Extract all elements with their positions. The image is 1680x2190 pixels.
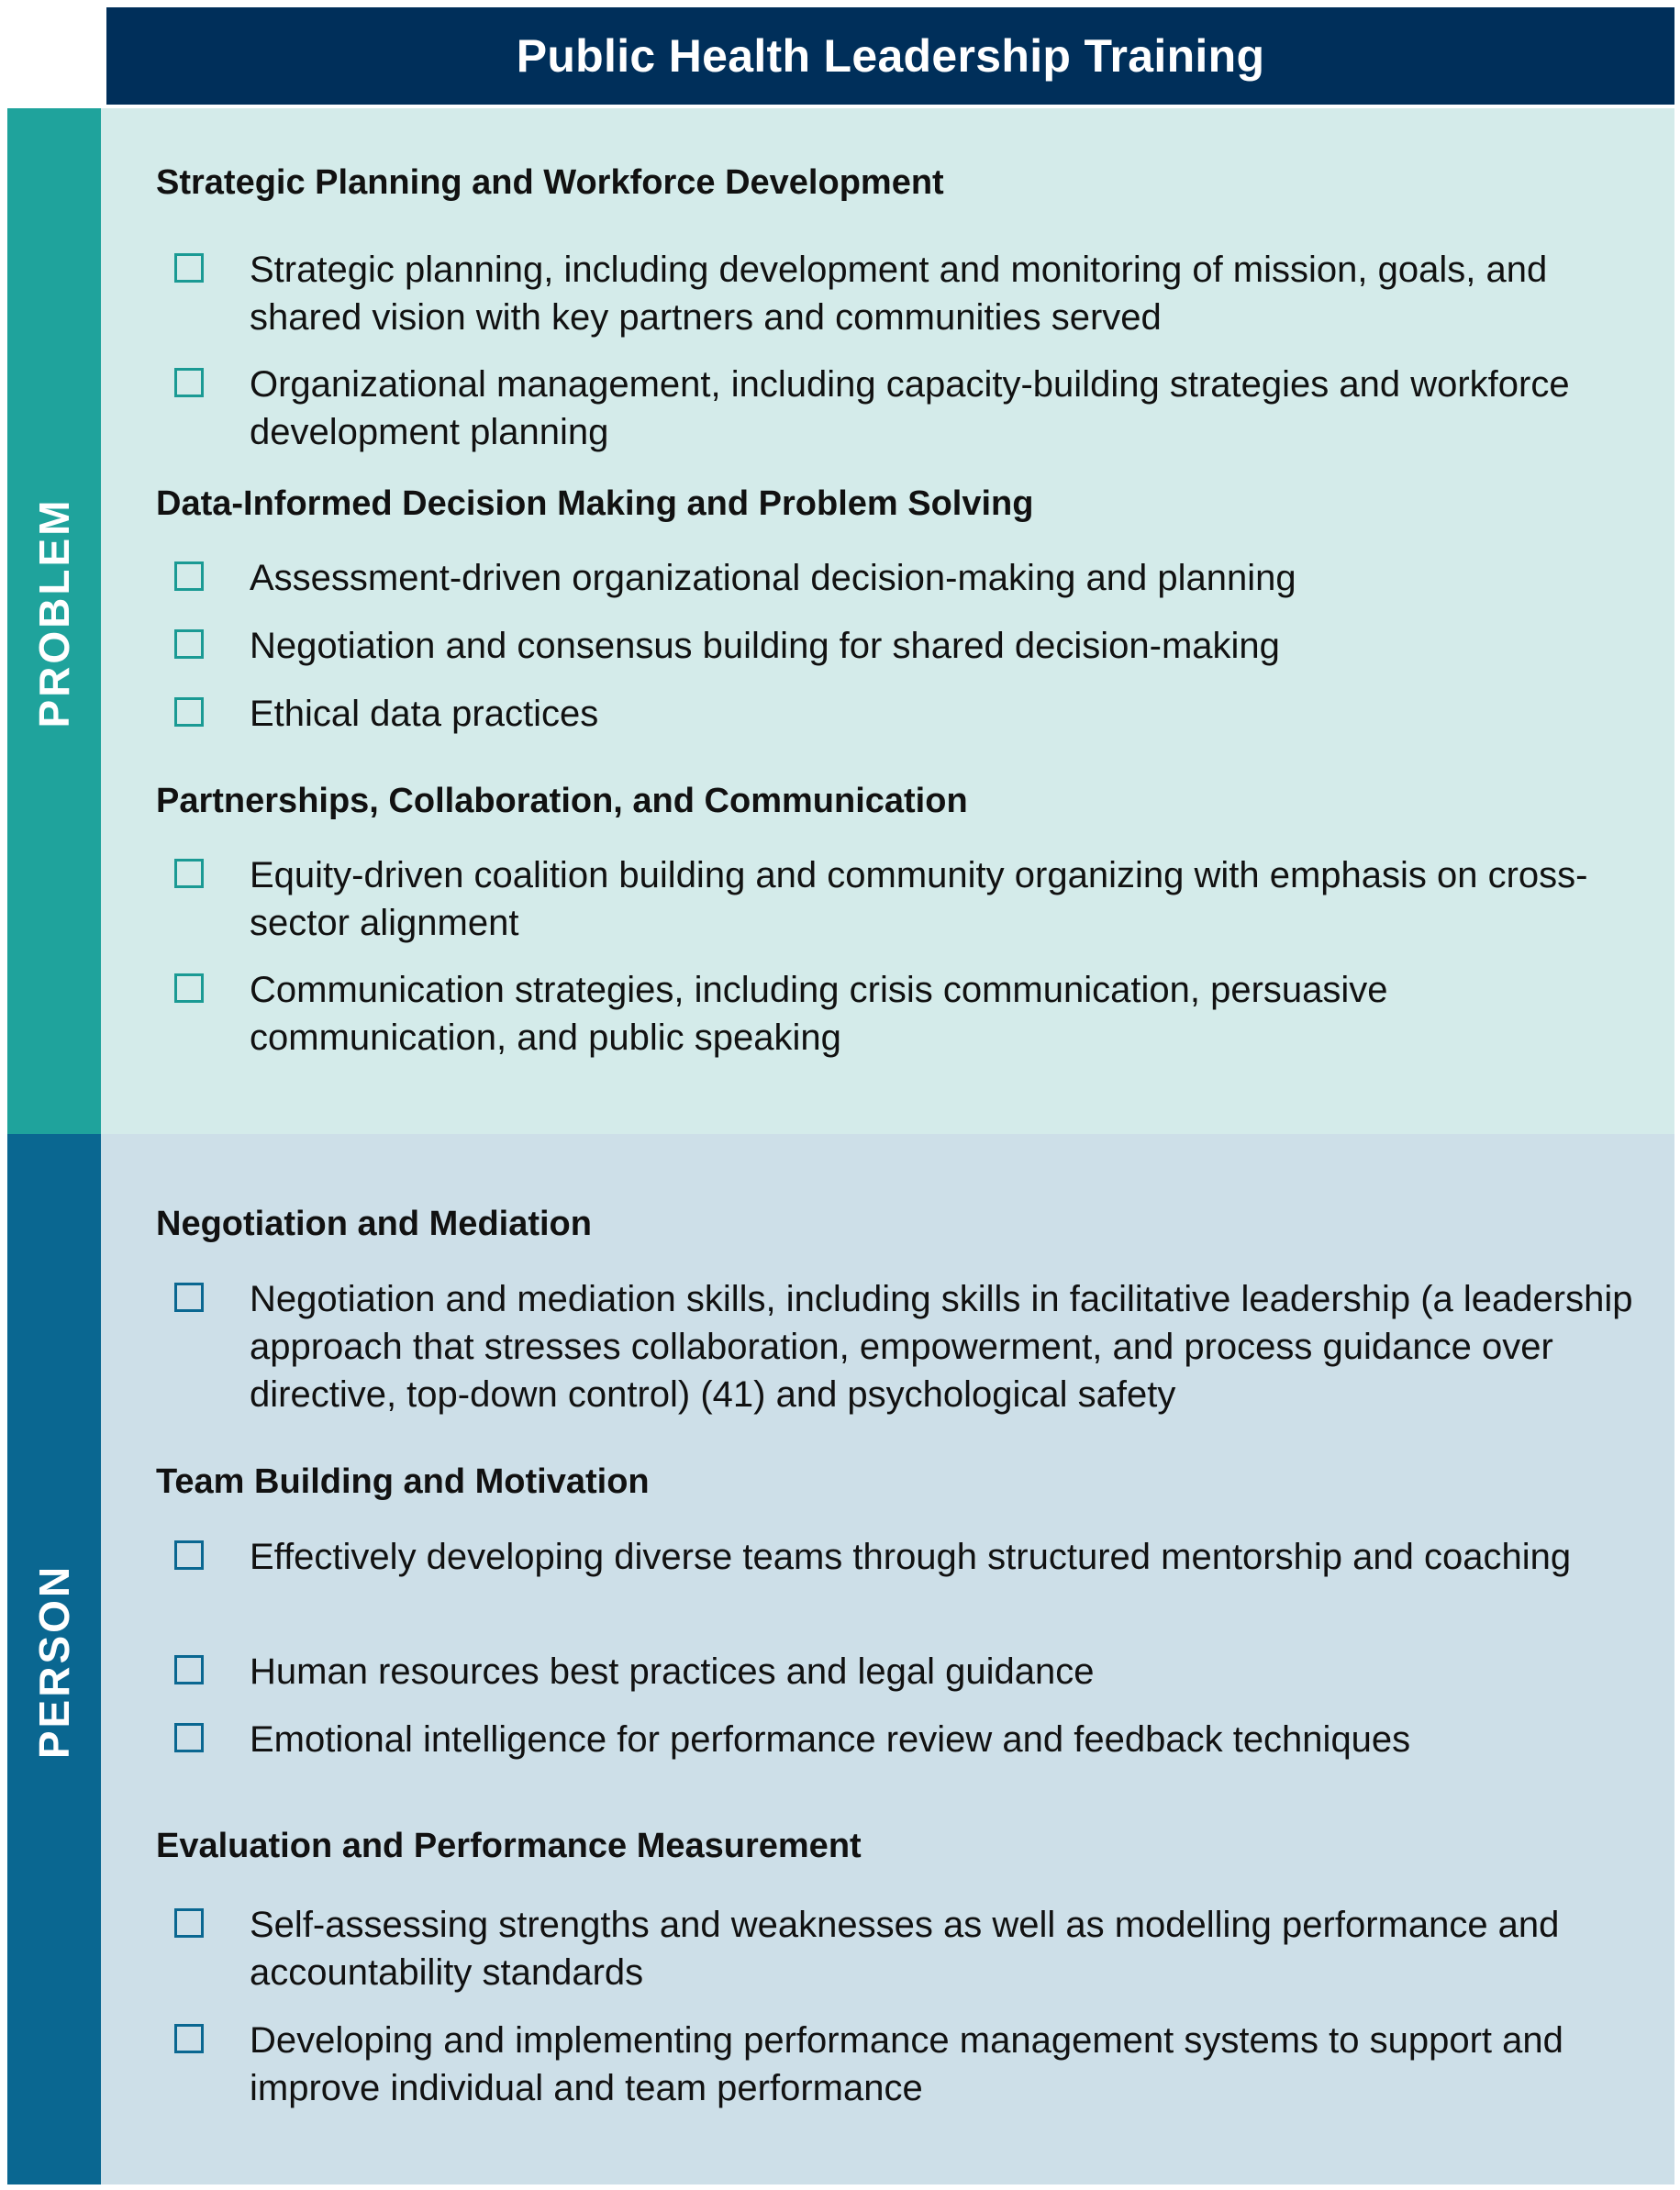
checkbox[interactable] xyxy=(174,2024,204,2053)
person-content xyxy=(103,1134,1674,2184)
problem-content xyxy=(103,108,1674,1134)
checklist-item xyxy=(174,361,1661,456)
checklist-item xyxy=(174,1648,1661,1695)
header-banner xyxy=(106,7,1674,105)
checkbox[interactable] xyxy=(174,561,204,591)
problem-side-bar xyxy=(7,108,101,1134)
item-text: Organizational management, including capacity-building strategies and workforce development planning xyxy=(250,364,1570,452)
section-heading-data-informed: Data-Informed Decision Making and Problem Solving xyxy=(156,484,1034,523)
checkbox[interactable] xyxy=(174,697,204,727)
item-text: Developing and implementing performance management systems to support and improve individual and team performance xyxy=(250,2020,1563,2108)
checklist-item xyxy=(174,246,1661,341)
checklist-item xyxy=(174,1533,1661,1581)
checklist-item xyxy=(174,1901,1661,1996)
checkbox[interactable] xyxy=(174,253,204,283)
checklist-item xyxy=(174,1716,1661,1763)
page-title: Public Health Leadership Training xyxy=(516,30,1265,82)
checkbox[interactable] xyxy=(174,1540,204,1570)
item-text: Negotiation and consensus building for shared decision-making xyxy=(250,626,1280,666)
checkbox[interactable] xyxy=(174,859,204,888)
person-label: PERSON xyxy=(30,1563,78,1760)
checkbox[interactable] xyxy=(174,1908,204,1938)
checklist-item xyxy=(174,690,1661,738)
checklist-item xyxy=(174,966,1661,1062)
checklist-item xyxy=(174,2017,1661,2112)
person-band xyxy=(7,1134,1674,2184)
checkbox[interactable] xyxy=(174,1655,204,1684)
problem-band xyxy=(7,108,1674,1134)
person-side-bar xyxy=(7,1134,101,2184)
item-text: Human resources best practices and legal guidance xyxy=(250,1651,1095,1692)
checkbox[interactable] xyxy=(174,629,204,659)
section-heading-partnerships: Partnerships, Collaboration, and Communication xyxy=(156,782,968,820)
checklist-item xyxy=(174,554,1661,602)
item-text: Strategic planning, including development and monitoring of mission, goals, and shared vision with key partners and communities served xyxy=(250,250,1548,338)
checkbox[interactable] xyxy=(174,1283,204,1312)
checkbox[interactable] xyxy=(174,973,204,1003)
checklist-item xyxy=(174,622,1661,670)
section-heading-negotiation: Negotiation and Mediation xyxy=(156,1205,592,1243)
checklist-item xyxy=(174,851,1661,947)
item-text: Communication strategies, including crisis communication, persuasive communication, and public speaking xyxy=(250,970,1388,1058)
item-text: Assessment-driven organizational decision-making and planning xyxy=(250,558,1296,598)
item-text: Effectively developing diverse teams through structured mentorship and coaching xyxy=(250,1537,1572,1577)
checkbox[interactable] xyxy=(174,368,204,397)
item-text: Ethical data practices xyxy=(250,694,599,734)
section-heading-evaluation: Evaluation and Performance Measurement xyxy=(156,1827,862,1865)
section-heading-strategic-planning: Strategic Planning and Workforce Development xyxy=(156,163,944,202)
item-text: Negotiation and mediation skills, including skills in facilitative leadership (a leadership approach that stresses collaboration, empowerment, and process guidance over directive, top-down control) (41) and psychological safety xyxy=(250,1279,1633,1415)
item-text: Emotional intelligence for performance review and feedback techniques xyxy=(250,1719,1411,1760)
problem-label: PROBLEM xyxy=(30,497,78,728)
item-text: Self-assessing strengths and weaknesses as well as modelling performance and accountability standards xyxy=(250,1905,1560,1993)
item-text: Equity-driven coalition building and community organizing with emphasis on cross-sector alignment xyxy=(250,855,1588,943)
checklist-item xyxy=(174,1275,1661,1418)
checkbox[interactable] xyxy=(174,1723,204,1752)
section-heading-team-building: Team Building and Motivation xyxy=(156,1462,650,1501)
